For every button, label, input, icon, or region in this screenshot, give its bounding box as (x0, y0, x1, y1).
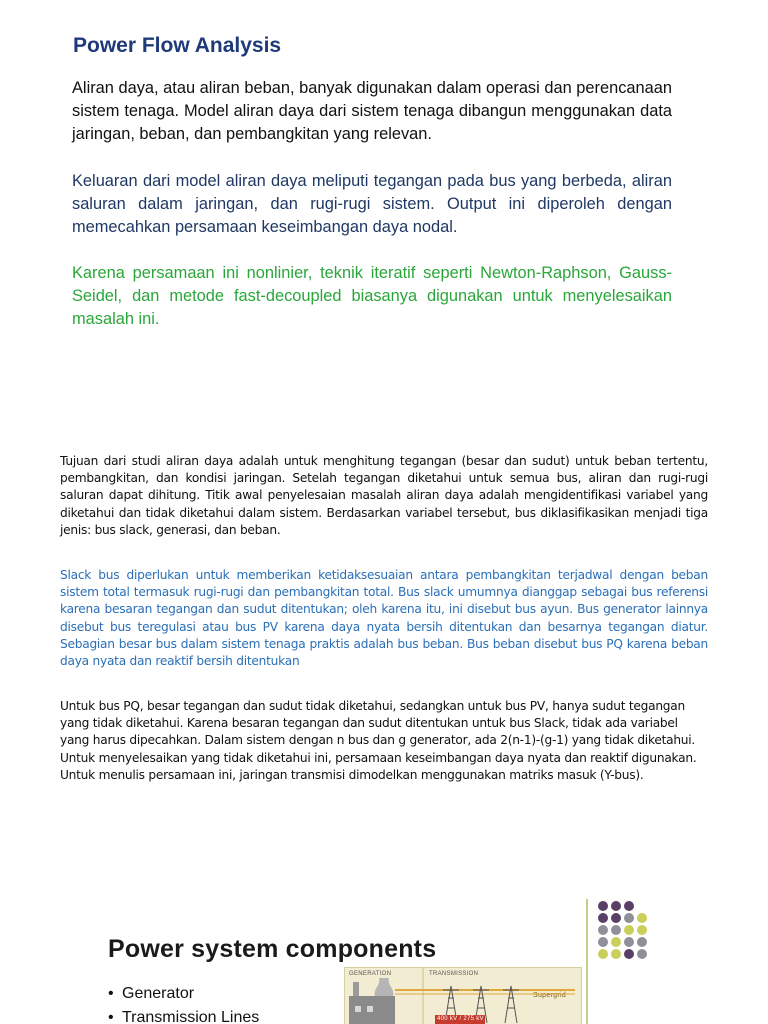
decorative-dot (611, 901, 621, 911)
supergrid-label: Supergrid (533, 992, 567, 999)
bullet-item: • Transmission Lines (108, 1009, 260, 1024)
study-purpose-paragraph: Tujuan dari studi aliran daya adalah untuk menghitung tegangan (besar dan sudut) untuk beban tertentu, pembangkitan, dan kondisi jaringan. Setelah tegangan diketahui untuk semua bus, aliran dan rugi-rugi saluran dapat dihitung. Titik awal penyelesaian masalah aliran daya adalah mengidentifikasi variabel yang diketahui dan tidak diketahui dalam sistem. Berdasarkan variabel tersebut, bus diklasifikasikan menjadi tiga jenis: bus slack, generasi, dan beban. (60, 454, 708, 537)
slide-title: Power system components (108, 935, 437, 963)
generation-label: GENERATION (349, 971, 392, 977)
decorative-dot (637, 937, 647, 947)
decorative-dot (624, 901, 634, 911)
pylon-icon (503, 986, 519, 1023)
pq-pv-bus-paragraph: Untuk bus PQ, besar tegangan dan sudut tidak diketahui, sedangkan untuk bus PV, hanya sudut tegangan yang tidak diketahui. Karena besaran tegangan dan sudut ditentukan untuk bus Slack, tidak ada variabel yang harus dipecahkan. Dalam sistem dengan n bus dan g generator, ada 2(n-1)-(g-1) yang tidak diketahui. Untuk menyelesaikan yang tidak diketahui ini, persamaan keseimbangan daya nyata dan reaktif digunakan. Untuk menulis persamaan ini, jaringan transmisi dimodelkan menggunakan matriks masuk (Y-bus). (60, 699, 697, 782)
decorative-dot (598, 937, 608, 947)
slide-bullet-list (108, 985, 259, 1024)
decorative-dot (611, 913, 621, 923)
slide-thumbnail (100, 893, 660, 1024)
voltage-label: 400 kV / 275 kV (437, 1016, 484, 1022)
output-paragraph: Keluaran dari model aliran daya meliputi tegangan pada bus yang berbeda, aliran saluran dalam jaringan, dan rugi-rugi sistem. Output ini diperoleh dengan memecahkan persamaan keseimbangan daya nodal. (72, 172, 672, 236)
decorative-dot (611, 949, 621, 959)
power-system-diagram (344, 967, 582, 1024)
decorative-dot (624, 913, 634, 923)
decorative-dot (624, 937, 634, 947)
page-title: Power Flow Analysis (73, 34, 282, 57)
decorative-dot (598, 949, 608, 959)
decorative-dot (598, 901, 608, 911)
power-plant-icon (349, 978, 395, 1024)
decorative-dot (624, 925, 634, 935)
method-paragraph: Karena persamaan ini nonlinier, teknik iteratif seperti Newton-Raphson, Gauss-Seidel, dan metode fast-decoupled biasanya digunakan untuk menyelesaikan masalah ini. (72, 264, 672, 328)
decorative-dot (637, 925, 647, 935)
slide-divider (586, 899, 588, 1024)
decorative-dot (598, 913, 608, 923)
bullet-item: • Generator (108, 985, 195, 1002)
decorative-dot (611, 925, 621, 935)
transmission-label: TRANSMISSION (429, 971, 479, 977)
decorative-dot (598, 925, 608, 935)
decorative-dot (611, 937, 621, 947)
slack-bus-paragraph: Slack bus diperlukan untuk memberikan ketidaksesuaian antara pembangkitan terjadwal dengan beban sistem total termasuk rugi-rugi dan pembangkitan total. Bus slack umumnya dianggap sebagai bus referensi karena besaran tegangan dan sudut ditentukan; oleh karena itu, ini disebut bus ayun. Bus generator lainnya disebut bus teregulasi atau bus PV karena daya nyata bersih ditentukan dan besarnya tegangan diatur. Sebagian besar bus dalam sistem tenaga praktis adalah bus beban. Bus beban disebut bus PQ karena beban daya nyata dan reaktif bersih ditentukan (60, 568, 708, 669)
intro-paragraph: Aliran daya, atau aliran beban, banyak digunakan dalam operasi dan perencanaan sistem tenaga. Model aliran daya dari sistem tenaga dibangun menggunakan data jaringan, beban, dan pembangkitan yang relevan. (72, 79, 672, 143)
decorative-dot (637, 949, 647, 959)
decorative-dot (637, 913, 647, 923)
decorative-dot (624, 949, 634, 959)
